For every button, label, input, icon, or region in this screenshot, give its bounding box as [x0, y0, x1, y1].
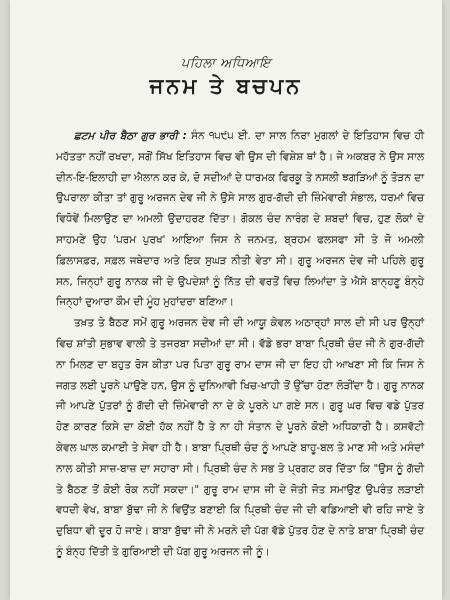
chapter-title: ਜਨਮ ਤੇ ਬਚਪਨ: [149, 74, 303, 98]
paragraph-2-text: ਤਖ਼ਤ ਤੇ ਬੈਠਣ ਸਮੇਂ ਗੁਰੂ ਅਰਜਨ ਦੇਵ ਜੀ ਦੀ ਆਯੂ ਕੇਵਲ ਅਠਾਰ੍ਹਾਂ ਸਾਲ ਦੀ ਸੀ ਪਰ ਉਨ੍ਹਾਂ ਵਿਚ ਸ਼ਾਂਤੀ ਸੁਭਾਵ ਵਾਲੀ ਤੇ ਤਜਰਬਾ ਸਦੀਆਂ ਦਾ ਸੀ। ਵੱਡੇ ਭਰਾ ਬਾਬਾ ਪ੍ਰਿਥੀ ਚੰਦ ਜੀ ਨੇ ਗੁਰ-ਗੱਦੀ ਨਾ ਮਿਲਣ ਦਾ ਬਹੁਤ ਰੋਸ ਕੀਤਾ ਪਰ ਪਿਤਾ ਗੁਰੂ ਰਾਮ ਦਾਸ ਜੀ ਦਾ ਇਹ ਹੀ ਆਖਣਾ ਸੀ ਕਿ ਜਿਸ ਨੇ ਜਗਤ ਲਈ ਪੂਰਨੇ ਪਾਉਣੇ ਹਨ, ਉਸ ਨੂੰ ਦੁਨਿਆਵੀ ਖਿਚ-ਖਾਹੀ ਤੋਂ ਉੱਚਾ ਹੋਣਾ ਲੋੜੀਂਦਾ ਹੈ। ਗੁਰੂ ਨਾਨਕ ਜੀ ਆਪਣੇ ਪੁੱਤਰਾਂ ਨੂੰ ਗੱਦੀ ਦੀ ਜ਼ਿੰਮੇਵਾਰੀ ਨਾ ਦੇ ਕੇ ਪੂਰਨੇ ਪਾ ਗਏ ਸਨ। ਗੁਰੂ ਘਰ ਵਿਚ ਵਡੇ ਪੁੱਤਰ ਹੋਣ ਕਾਰਣ ਕਿਸੇ ਦਾ ਕੋਈ ਹੱਕ ਨਹੀਂ ਹੈ ਤੇ ਨਾ ਹੀ ਸੰਤਾਨ ਦੇ ਪੂਰਨੇ ਕੋਈ ਅਧਿਕਾਰੀ ਹੈ। ਕਸਵੱਟੀ ਕੇਵਲ ਘਾਲ ਕਮਾਈ ਤੇ ਸੇਵਾ ਹੀ ਹੈ। ਬਾਬਾ ਪ੍ਰਿਥੀ ਚੰਦ ਨੂੰ ਆਪਣੇ ਬਾਹੂ-ਬਲ ਤੇ ਮਾਣ ਸੀ ਅਤੇ ਮਸੰਦਾਂ ਨਾਲ ਕੀਤੀ ਸਾਜ਼-ਬਾਜ਼ ਦਾ ਸਹਾਰਾ ਸੀ। ਪ੍ਰਿਥੀ ਚੰਦ ਨੇ ਸਭ ਤੇ ਪ੍ਰਗਟ ਕਰ ਦਿੱਤਾ ਕਿ "ਉਸ ਨੂੰ ਗੱਦੀ ਤੇ ਬੈਠਣ ਤੋਂ ਕੋਈ ਰੋਕ ਨਹੀਂ ਸਕਦਾ।" ਗੁਰੂ ਰਾਮ ਦਾਸ ਜੀ ਦੇ ਜੋਤੀ ਜੋਤ ਸਮਾਉਣ ਉਪਰੰਤ ਲੜਾਈ ਵਧਦੀ ਵੇਖ, ਬਾਬਾ ਬੁੱਢਾ ਜੀ ਨੇ ਵਿਉਂਤ ਬਣਾਈ ਕਿ ਪ੍ਰਿਥੀ ਚੰਦ ਜੀ ਦੀ ਵਡਿਆਈ ਵੀ ਰਹਿ ਜਾਏ ਤੇ ਦੁਬਿਧਾ ਵੀ ਦੂਰ ਹੋ ਜਾਏ। ਬਾਬਾ ਬੁੱਢਾ ਜੀ ਨੇ ਮਰਨੇ ਦੀ ਪੱਗ ਵੱਡੇ ਪੁੱਤਰ ਹੋਣ ਦੇ ਨਾਤੇ ਬਾਬਾ ਪ੍ਰਿਥੀ ਚੰਦ ਨੂੰ ਬੰਨ੍ਹ ਦਿੱਤੀ ਤੇ ਗੁਰਿਆਈ ਦੀ ਪੱਗ ਗੁਰੂ ਅਰਜਨ ਜੀ ਨੂੰ।: [56, 317, 424, 558]
book-page: [10, 0, 442, 600]
paragraph-1-lead: ਛਟਮ ਪੀਰ ਬੈਠਾ ਗੁਰ ਭਾਰੀ :: [74, 130, 187, 142]
chapter-body: [56, 126, 424, 563]
paragraph-1-text: ਸੰਨ ੧੫੯੫ ਈ. ਦਾ ਸਾਲ ਨਿਰਾ ਮੁਗਲਾਂ ਦੇ ਇਤਿਹਾਸ ਵਿਚ ਹੀ ਮਹੱਤਤਾ ਨਹੀਂ ਰਖਦਾ, ਸਗੋਂ ਸਿੱਖ ਇਤਿਹਾਸ ਵਿਚ ਵੀ ਉਸ ਦੀ ਵਿਸ਼ੇਸ਼ ਥਾਂ ਹੈ। ਜੇ ਅਕਬਰ ਨੇ ਉਸ ਸਾਲ ਦੀਨ-ਇ-ਇਲਾਹੀ ਦਾ ਐਲਾਨ ਕਰ ਕੇ, ਦੋ ਸਦੀਆਂ ਦੇ ਧਾਰਮਕ ਫਿਰਕੂ ਤੇ ਨਸਲੀ ਝਗੜਿਆਂ ਨੂੰ ਤੋੜਨ ਦਾ ਉਪਰਾਲਾ ਕੀਤਾ ਤਾਂ ਗੁਰੂ ਅਰਜਨ ਦੇਵ ਜੀ ਨੇ ਉਸੇ ਸਾਲ ਗੁਰ-ਗੱਦੀ ਦੀ ਜ਼ਿੰਮੇਵਾਰੀ ਸੰਭਾਲ, ਧਰਮਾਂ ਵਿਚ ਵਿਧੋਵੇਂ ਮਿਲਾਉਣ ਦਾ ਅਮਲੀ ਉਦਾਹਰਣ ਦਿੱਤਾ। ਗੋਕਲ ਚੰਦ ਨਾਰੰਗ ਦੇ ਸ਼ਬਦਾਂ ਵਿਚ, ਹੁਣ ਲੋਕਾਂ ਦੇ ਸਾਹਮਣੇ ਉਹ 'ਪਰਮ ਪੁਰਖ' ਆਇਆ ਜਿਸ ਨੇ ਜਨਮਤ, ਬ੍ਰਹਮ ਫਲਸਫਾ ਸੀ ਤੇ ਜੋ ਅਮਲੀ ਫ਼ਿਲਾਸਫ਼ਰ, ਸਫ਼ਲ ਜਥੇਦਾਰ ਅਤੇ ਇਕ ਸੁਘੜ ਨੀਤੀ ਵੇਤਾ ਸੀ। ਗੁਰੂ ਅਰਜਨ ਦੇਵ ਜੀ ਪਹਿਲੇ ਗੁਰੂ ਸਨ, ਜਿਨ੍ਹਾਂ ਗੁਰੂ ਨਾਨਕ ਜੀ ਦੇ ਉਪਦੇਸ਼ਾਂ ਨੂੰ ਨਿੱਤ ਦੀ ਵਰਤੋਂ ਵਿਚ ਲਿਆਂਦਾ ਤੇ ਐਸੇ ਬਾਨ੍ਹਣੂ ਬੰਨ੍ਹੇ ਜਿਨ੍ਹਾਂ ਦੁਆਰਾ ਕੌਮ ਦੀ ਮੂੰਹ ਮੁਹਾਂਦਰਾ ਬਣਿਆ।: [56, 130, 424, 309]
paragraph-1: [56, 126, 424, 313]
paragraph-2: [56, 313, 424, 563]
chapter-label: ਪਹਿਲਾ ਅਧਿਆਇ: [180, 56, 272, 71]
